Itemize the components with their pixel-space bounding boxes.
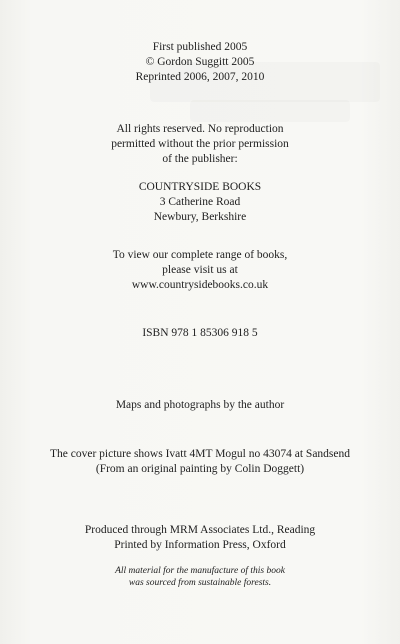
rights-line-1: All rights reserved. No reproduction [116, 123, 284, 135]
isbn-line: ISBN 978 1 85306 918 5 [142, 327, 258, 339]
first-published-line: First published 2005 [152, 41, 248, 53]
website-notice [0, 248, 400, 293]
production-note [0, 523, 400, 553]
production-line-1: Produced through MRM Associates Ltd., Reading [84, 524, 316, 536]
sustainability-line-1: All material for the manufacture of this book [115, 566, 285, 576]
production-line-2: Printed by Information Press, Oxford [114, 539, 286, 551]
publisher-street: 3 Catherine Road [159, 196, 241, 208]
publication-history [0, 40, 400, 85]
reprinted-line: Reprinted 2006, 2007, 2010 [135, 71, 265, 83]
cover-line-1: The cover picture shows Ivatt 4MT Mogul no 43074 at Sandsend [49, 448, 351, 460]
publisher-town: Newbury, Berkshire [153, 211, 247, 223]
cover-line-2: (From an original painting by Colin Doggett) [95, 463, 305, 475]
publisher-name: COUNTRYSIDE BOOKS [138, 181, 262, 193]
publisher-address [0, 180, 400, 225]
sustainability-line-2: was sourced from sustainable forests. [128, 578, 272, 588]
copyright-line: © Gordon Suggitt 2005 [145, 56, 255, 68]
credits [0, 398, 400, 413]
rights-line-2: permitted without the prior permission [111, 138, 289, 150]
sustainability-note [0, 565, 400, 589]
credits-line: Maps and photographs by the author [115, 399, 285, 411]
show-through-shadow [190, 100, 350, 122]
website-line-2: please visit us at [162, 264, 238, 276]
cover-note [0, 447, 400, 477]
isbn [0, 326, 400, 341]
website-url: www.countrysidebooks.co.uk [131, 279, 269, 291]
rights-line-3: of the publisher: [162, 153, 238, 165]
rights-statement [0, 122, 400, 167]
website-line-1: To view our complete range of books, [112, 249, 288, 261]
